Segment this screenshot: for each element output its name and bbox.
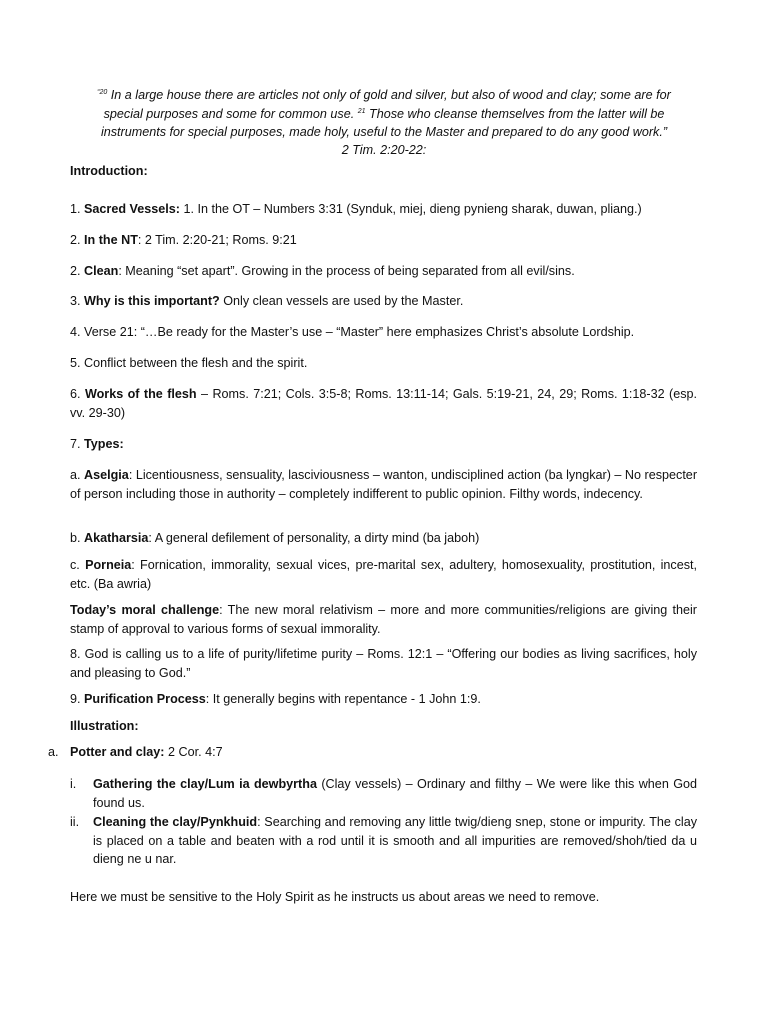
illustration-potter-clay <box>70 743 697 762</box>
item-text: : Searching and removing any little twig/dieng snep, stone or impurity. The clay is placed on a table and beaten with a rod until it is smooth and all impurities are removed/shoh/tied da u dieng ne u nar. <box>93 815 697 866</box>
item-number: b. <box>70 531 81 545</box>
item-sacred-vessels <box>70 200 697 219</box>
closing-paragraph: Here we must be sensitive to the Holy Spirit as he instructs us about areas we need to remove. <box>70 890 600 904</box>
item-verse-21: 4. Verse 21: “…Be ready for the Master’s use – “Master” here emphasizes Christ’s absolute Lordship. <box>70 325 635 339</box>
list-label-a: a. <box>48 745 59 759</box>
item-title: Works of the flesh <box>84 387 197 401</box>
item-title: Porneia <box>85 558 132 572</box>
item-title: Sacred Vessels: <box>84 202 180 216</box>
item-text: – Roms. 7:21; Cols. 3:5-8; Roms. 13:11-14; Gals. 5:19-21, 24, 29; Roms. 1:18-32 (esp. vv. 29-30) <box>70 387 698 420</box>
quote-part-2: Those who cleanse themselves from the latter will be instruments for special purposes, made holy, useful to the Master and prepared to do any good work.” <box>100 106 668 139</box>
item-purity-call: 8. God is calling us to a life of purity/lifetime purity – Roms. 12:1 – “Offering our bodies as living sacrifices, holy and pleasing to God.” <box>70 647 697 680</box>
item-why-important <box>70 292 697 311</box>
item-title: In the NT <box>84 233 138 247</box>
item-number: 2. <box>70 264 81 278</box>
introduction-heading <box>70 162 697 181</box>
item-text: : Meaning “set apart”. Growing in the process of being separated from all evil/sins. <box>118 264 575 278</box>
item-number: c. <box>70 558 80 572</box>
illustration-heading <box>70 717 697 736</box>
quote-reference: 2 Tim. 2:20-22: <box>341 143 427 157</box>
item-text: 2 Cor. 4:7 <box>167 745 223 759</box>
item-text: : A general defilement of personality, a dirty mind (ba jaboh) <box>148 531 480 545</box>
item-text: : Fornication, immorality, sexual vices, pre-marital sex, adultery, homosexuality, prostitution, incest, etc. (Ba awria) <box>70 558 698 591</box>
list-label-i: i. <box>70 777 77 791</box>
scripture-quote <box>80 86 688 142</box>
item-number: 6. <box>70 387 81 401</box>
verse-number-20: “20 <box>97 88 108 96</box>
item-number: 2. <box>70 233 81 247</box>
item-text: : It generally begins with repentance - 1 John 1:9. <box>205 692 481 706</box>
item-text: Only clean vessels are used by the Master. <box>223 294 464 308</box>
item-title: Purification Process <box>84 692 206 706</box>
item-text: : The new moral relativism – more and more communities/religions are giving their stamp of approval to various forms of sexual immorality. <box>70 603 697 636</box>
item-title: Gathering the clay/Lum ia dewbyrtha <box>93 777 317 791</box>
item-works-of-flesh <box>70 385 697 422</box>
item-text: : Licentiousness, sensuality, lasciviousness – wanton, undisciplined action (ba lyngkar) – No respecter of person including those in authority – completely indifferent to public opinion. Filthy words, indecency. <box>70 468 698 501</box>
item-text: : 2 Tim. 2:20-21; Roms. 9:21 <box>137 233 297 247</box>
illustration-cleaning-clay <box>93 813 697 869</box>
introduction-heading-text: Introduction: <box>70 164 148 178</box>
item-title: Clean <box>84 264 119 278</box>
item-title: Today’s moral challenge <box>70 603 220 617</box>
type-porneia <box>70 556 697 593</box>
item-in-the-nt <box>70 231 697 250</box>
type-akatharsia <box>70 529 697 548</box>
item-title: Potter and clay: <box>70 745 165 759</box>
illustration-heading-text: Illustration: <box>70 719 139 733</box>
item-clean <box>70 262 697 281</box>
item-purification <box>70 690 697 709</box>
item-number: 7. <box>70 437 81 451</box>
quote-part-1: In a large house there are articles not only of gold and silver, but also of wood and clay; some are for special purposes and some for common use. <box>103 88 671 121</box>
item-number: a. <box>70 468 81 482</box>
item-text: 1. In the OT – Numbers 3:31 (Synduk, miej, dieng pynieng sharak, duwan, pliang.) <box>183 202 642 216</box>
verse-number-21: 21 <box>357 107 366 115</box>
list-label-ii: ii. <box>70 815 80 829</box>
item-number: 9. <box>70 692 81 706</box>
item-title: Types: <box>84 437 124 451</box>
item-title: Akatharsia <box>84 531 149 545</box>
item-number: 1. <box>70 202 81 216</box>
item-types <box>70 435 697 454</box>
moral-challenge <box>70 601 697 638</box>
item-title: Cleaning the clay/Pynkhuid <box>93 815 258 829</box>
item-title: Aselgia <box>84 468 129 482</box>
item-title: Why is this important? <box>84 294 220 308</box>
item-text: (Clay vessels) – Ordinary and filthy – We were like this when God found us. <box>93 777 697 810</box>
item-conflict: 5. Conflict between the flesh and the spirit. <box>70 356 308 370</box>
illustration-gathering-clay <box>93 775 697 812</box>
item-number: 3. <box>70 294 81 308</box>
type-aselgia <box>70 466 697 503</box>
